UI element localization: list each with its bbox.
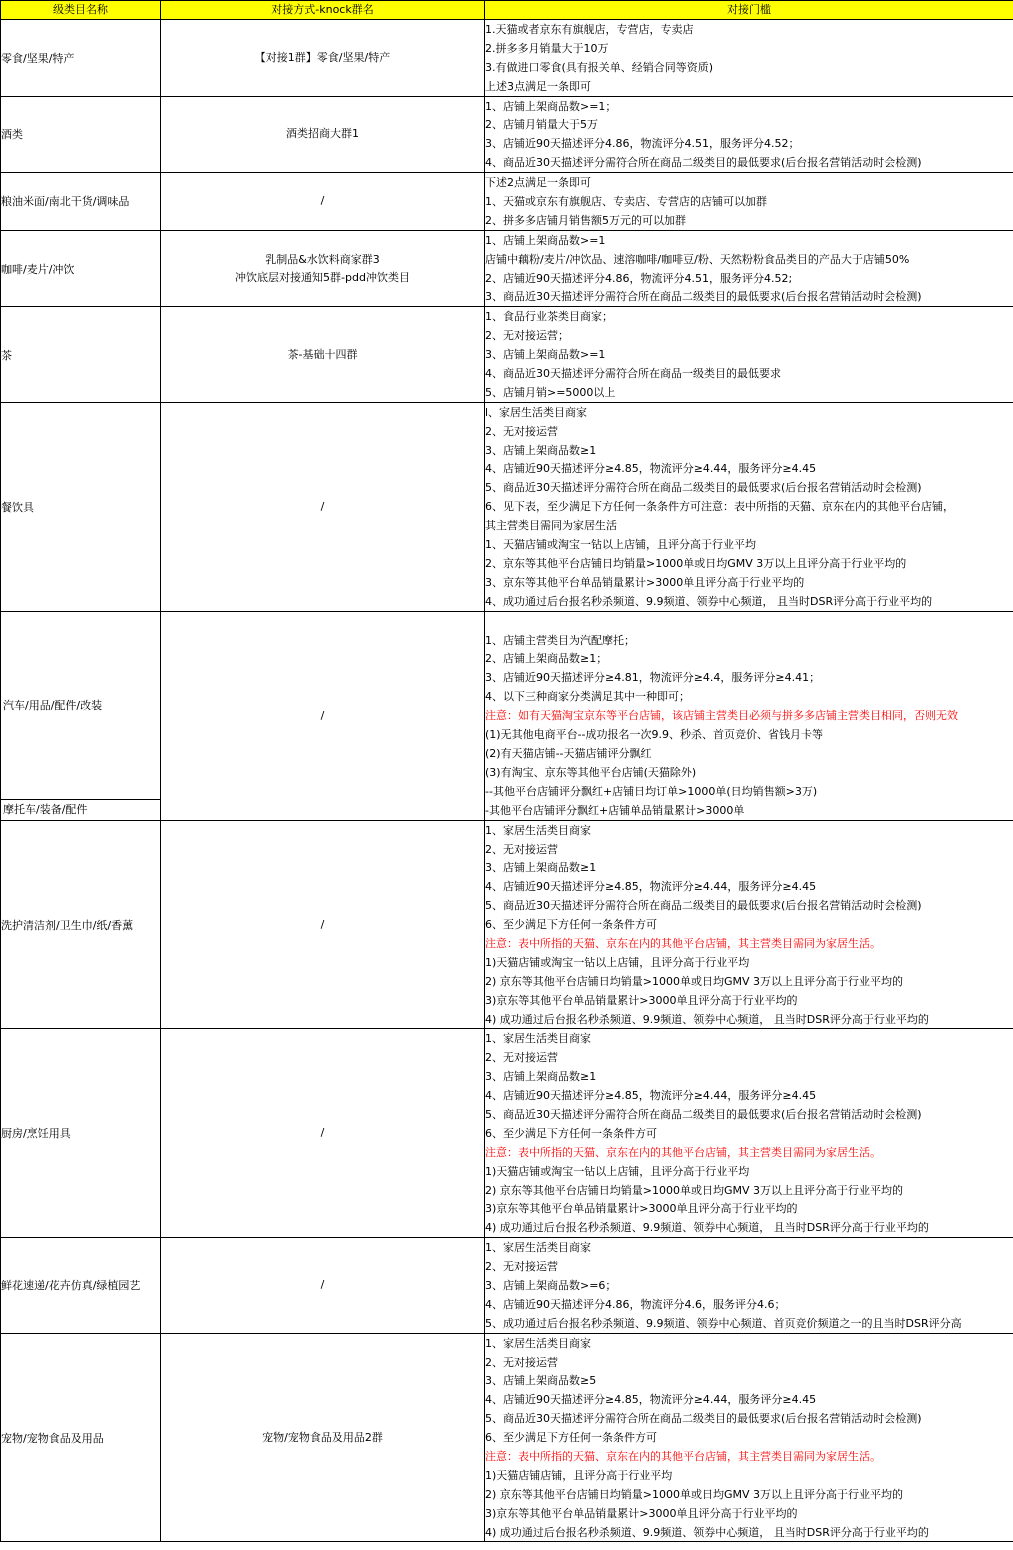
group-name[interactable] (161, 1238, 485, 1333)
requirement-line: 4、成功通过后台报名秒杀频道、9.9频道、领券中心频道， 且当时DSR评分高于行业平均的 (485, 594, 933, 608)
requirement-line: 2、无对接运营 (485, 1355, 558, 1369)
requirement-line: 6、至少满足下方任何一条条件方可 (485, 1431, 657, 1445)
requirement-line: 1、家居生活类目商家 (485, 1032, 591, 1046)
requirement-line: 4、店铺近90天描述评分≥4.85，物流评分≥4.44，服务评分≥4.45 (485, 1393, 817, 1407)
requirement-line: 4、商品近30天描述评分需符合所在商品二级类目的最低要求(后台报名营销活动时会检测) (485, 156, 922, 170)
category-name-secondary[interactable]: 摩托车/装备/配件 (3, 802, 88, 816)
category-name[interactable]: 咖啡/麦片/冲饮 (1, 230, 161, 307)
requirement-note: 注意：表中所指的天猫、京东在内的其他平台店铺，其主营类目需同为家居生活。 (485, 1450, 881, 1463)
requirement-line: 4) 成功通过后台报名秒杀频道、9.9频道、领券中心频道， 且当时DSR评分高于行业平均的 (485, 1221, 929, 1235)
requirement-line: 6、至少满足下方任何一条条件方可 (485, 918, 657, 932)
requirement-line: 3)京东等其他平台单品销量累计>3000单且评分高于行业平均的 (485, 1506, 798, 1520)
requirement-line: 1)天猫店铺或淘宝一钻以上店铺，且评分高于行业平均 (485, 1164, 750, 1178)
requirement-line: (1)无其他电商平台--成功报名一次9.9、秒杀、首页竞价、省钱月卡等 (485, 727, 824, 741)
category-name[interactable]: 厨房/烹饪用具 (1, 1029, 161, 1238)
group-name[interactable] (161, 307, 485, 402)
requirement-line (485, 612, 1013, 631)
requirement-line: 3、店铺近90天描述评分≥4.81，物流评分≥4.4，服务评分≥4.41； (485, 671, 821, 685)
requirement-line: 1、家居生活类目商家 (485, 1336, 591, 1350)
header-requirements[interactable]: 对接门槛 (485, 1, 1013, 20)
requirement-line: 4、店铺近90天描述评分≥4.85，物流评分≥4.44，服务评分≥4.45 (485, 880, 817, 894)
requirement-line: 5、商品近30天描述评分需符合所在商品二级类目的最低要求(后台报名营销活动时会检测) (485, 899, 922, 913)
group-name[interactable] (161, 402, 485, 611)
group-name[interactable] (161, 1333, 485, 1542)
requirement-line: 4) 成功通过后台报名秒杀频道、9.9频道、领券中心频道， 且当时DSR评分高于行业平均的 (485, 1012, 929, 1026)
requirement-line: 2、拼多多店铺月销售额5万元的可以加群 (485, 213, 686, 227)
category-name[interactable]: 宠物/宠物食品及用品 (1, 1333, 161, 1542)
requirement-note: 注意：表中所指的天猫、京东在内的其他平台店铺，其主营类目需同为家居生活。 (485, 1145, 881, 1159)
requirement-line: 2、店铺上架商品数≥1； (485, 652, 608, 666)
table-row (1, 1238, 1013, 1333)
requirement-line: 3、京东等其他平台单品销量累计>3000单且评分高于行业平均的 (485, 575, 805, 589)
group-line: / (320, 499, 325, 513)
requirement-line: 上述3点满足一条即可 (485, 79, 591, 93)
group-name[interactable] (161, 230, 485, 307)
requirement-line: 4、店铺近90天描述评分4.86，物流评分4.6，服务评分4.6； (485, 1297, 786, 1311)
group-line: / (320, 917, 325, 931)
requirement-line: 1、天猫或京东有旗舰店、专卖店、专营店的店铺可以加群 (485, 195, 767, 209)
requirement-line: 3、店铺上架商品数≥1 (485, 443, 597, 457)
table-row (1, 611, 1013, 820)
requirement-line: 2、店铺月销量大于5万 (485, 118, 598, 132)
category-name[interactable]: 洗护清洁剂/卫生巾/纸/香薰 (1, 820, 161, 1029)
category-name[interactable]: 零食/坚果/特产 (1, 20, 161, 97)
group-line: / (320, 708, 325, 722)
group-line: / (320, 1126, 325, 1140)
requirements-cell[interactable] (485, 1029, 1013, 1238)
requirement-line: 3、店铺上架商品数>=6； (485, 1278, 617, 1292)
requirement-line: 4) 成功通过后台报名秒杀频道、9.9频道、领券中心频道， 且当时DSR评分高于行业平均的 (485, 1525, 929, 1539)
group-line: 酒类招商大群1 (286, 127, 359, 141)
table-row (1, 820, 1013, 1029)
table-row (1, 96, 1013, 173)
requirements-cell[interactable] (485, 1238, 1013, 1333)
requirement-line: 3、店铺近90天描述评分4.86，物流评分4.51，服务评分4.52； (485, 137, 800, 151)
requirement-line: 5、商品近30天描述评分需符合所在商品二级类目的最低要求(后台报名营销活动时会检测) (485, 1412, 922, 1426)
group-line: 【对接1群】零食/坚果/特产 (254, 50, 391, 64)
group-name[interactable] (161, 1029, 485, 1238)
requirement-line: 3、店铺上架商品数>=1 (485, 348, 606, 362)
requirement-line: 2、无对接运营 (485, 1051, 558, 1065)
group-line: / (320, 194, 325, 208)
group-name[interactable] (161, 173, 485, 231)
table-row (1, 20, 1013, 97)
requirement-line: l、家居生活类目商家 (485, 405, 588, 419)
requirement-line: 1)天猫店铺或淘宝一钻以上店铺，且评分高于行业平均 (485, 955, 750, 969)
requirements-cell[interactable] (485, 20, 1013, 97)
requirement-line: 其主营类目需同为家居生活 (485, 519, 617, 533)
group-line: / (320, 1278, 325, 1292)
requirement-line: (2)有天猫店铺--天猫店铺评分飘红 (485, 746, 652, 760)
requirement-line: 5、成功通过后台报名秒杀频道、9.9频道、领券中心频道、首页竞价频道之一的且当时DSR评分高 (485, 1316, 962, 1330)
requirement-line: 6、见下表，至少满足下方任何一条条件方可注意：表中所指的天猫、京东在内的其他平台店铺， (485, 500, 954, 514)
requirement-note: 注意：如有天猫淘宝京东等平台店铺，该店铺主营类目必须与拼多多店铺主营类目相同，否则无效 (485, 709, 958, 723)
requirement-line: 1、天猫店铺或淘宝一钻以上店铺，且评分高于行业平均 (485, 538, 756, 552)
requirements-cell[interactable] (485, 173, 1013, 231)
requirement-line: 1、店铺上架商品数>=1 (485, 233, 606, 247)
requirements-cell[interactable] (485, 96, 1013, 173)
category-name[interactable]: 鲜花速递/花卉仿真/绿植园艺 (1, 1238, 161, 1333)
group-line: 乳制品&水饮料商家群3 (265, 252, 380, 266)
requirement-line: 2、无对接运营 (485, 1260, 558, 1274)
requirement-line: 5、商品近30天描述评分需符合所在商品二级类目的最低要求(后台报名营销活动时会检测) (485, 481, 922, 495)
requirement-line: 5、商品近30天描述评分需符合所在商品二级类目的最低要求(后台报名营销活动时会检测) (485, 1107, 922, 1121)
requirement-line: 1、店铺主营类目为汽配摩托； (485, 633, 635, 647)
requirement-line: 下述2点满足一条即可 (485, 176, 591, 190)
table-row (1, 173, 1013, 231)
group-name[interactable] (161, 820, 485, 1029)
requirement-line: --其他平台店铺评分飘红+店铺日均订单>1000单(日均销售额>3万) (485, 784, 818, 798)
requirement-line: -其他平台店铺评分飘红+店铺单品销量累计>3000单 (485, 803, 745, 817)
group-name[interactable] (161, 96, 485, 173)
group-line: 宠物/宠物食品及用品2群 (262, 1430, 383, 1444)
requirement-line: 1、店铺上架商品数>=1； (485, 99, 617, 113)
requirement-line: 2) 京东等其他平台店铺日均销量>1000单或日均GMV 3万以上且评分高于行业平均的 (485, 974, 904, 988)
header-category[interactable]: 级类目名称 (1, 1, 161, 20)
requirement-line: 3)京东等其他平台单品销量累计>3000单且评分高于行业平均的 (485, 1202, 798, 1216)
requirement-line: (3)有淘宝、京东等其他平台店铺(天猫除外) (485, 765, 697, 779)
group-name[interactable] (161, 611, 485, 820)
category-name[interactable]: 茶 (1, 307, 161, 402)
requirement-line: 3、商品近30天描述评分需符合所在商品二级类目的最低要求(后台报名营销活动时会检测) (485, 290, 922, 304)
header-row (1, 1, 1013, 20)
requirements-cell[interactable] (485, 230, 1013, 307)
requirement-line: 3、店铺上架商品数≥1 (485, 1070, 597, 1084)
requirement-line: 4、店铺近90天描述评分≥4.85，物流评分≥4.44，服务评分≥4.45 (485, 1089, 817, 1103)
table-row (1, 402, 1013, 611)
group-line: 冲饮底层对接通知5群-pdd冲饮类目 (235, 270, 410, 284)
group-name[interactable] (161, 20, 485, 97)
table-row (1, 1029, 1013, 1238)
requirement-line: 2) 京东等其他平台店铺日均销量>1000单或日均GMV 3万以上且评分高于行业平均的 (485, 1183, 904, 1197)
table-row (1, 230, 1013, 307)
requirement-line: 5、店铺月销>=5000以上 (485, 385, 616, 399)
requirement-line: 2、京东等其他平台店铺日均销量>1000单或日均GMV 3万以上且评分高于行业平均的 (485, 556, 907, 570)
requirement-line: 1)天猫店铺店铺，且评分高于行业平均 (485, 1468, 673, 1482)
requirement-line: 1.天猫或者京东有旗舰店，专营店，专卖店 (485, 23, 694, 36)
group-line: 茶-基础十四群 (287, 347, 358, 361)
requirement-line: 4、以下三种商家分类满足其中一种即可； (485, 690, 690, 704)
requirement-line: 4、商品近30天描述评分需符合所在商品一级类目的最低要求 (485, 367, 781, 381)
category-name[interactable]: 汽车/用品/配件/改装 (1, 612, 160, 800)
requirement-line: 1、家居生活类目商家 (485, 823, 591, 837)
requirement-line: 3)京东等其他平台单品销量累计>3000单且评分高于行业平均的 (485, 993, 798, 1007)
requirement-line: 4、店铺近90天描述评分≥4.85，物流评分≥4.44，服务评分≥4.45 (485, 462, 817, 476)
requirement-note: 注意：表中所指的天猫、京东在内的其他平台店铺，其主营类目需同为家居生活。 (485, 936, 881, 950)
requirement-line: 3、店铺上架商品数≥1 (485, 861, 597, 875)
requirement-line: 1、食品行业茶类目商家； (485, 310, 613, 324)
requirement-line: 2、无对接运营 (485, 424, 558, 438)
requirements-cell[interactable] (485, 307, 1013, 402)
category-name[interactable]: 粮油米面/南北干货/调味品 (1, 173, 161, 231)
requirement-line: 2) 京东等其他平台店铺日均销量>1000单或日均GMV 3万以上且评分高于行业平均的 (485, 1487, 904, 1501)
requirement-line: 3、店铺上架商品数≥5 (485, 1374, 597, 1388)
requirement-line: 2.拼多多月销量大于10万 (485, 41, 609, 55)
requirements-cell[interactable] (485, 402, 1013, 611)
table-row (1, 1333, 1013, 1542)
requirement-line: 2、无对接运营； (485, 329, 569, 343)
requirement-line: 1、家居生活类目商家 (485, 1241, 591, 1255)
requirement-line: 3.有做进口零食(具有报关单、经销合同等资质) (485, 60, 714, 74)
requirements-cell[interactable] (485, 611, 1013, 820)
category-cell[interactable] (1, 611, 161, 820)
requirement-line: 2、店铺近90天描述评分4.86，物流评分4.51，服务评分4.52; (485, 271, 793, 285)
requirements-cell[interactable] (485, 820, 1013, 1029)
header-group[interactable]: 对接方式-knock群名 (161, 1, 485, 20)
category-name[interactable]: 酒类 (1, 96, 161, 173)
requirements-cell[interactable] (485, 1333, 1013, 1542)
table-row (1, 307, 1013, 402)
requirement-line: 2、无对接运营 (485, 842, 558, 856)
requirement-line: 店铺中藕粉/麦片/冲饮品、速溶咖啡/咖啡豆/粉、天然粉粉食品类目的产品大于店铺50% (485, 252, 910, 266)
requirement-line: 6、至少满足下方任何一条条件方可 (485, 1126, 657, 1140)
category-name[interactable]: 餐饮具 (1, 402, 161, 611)
